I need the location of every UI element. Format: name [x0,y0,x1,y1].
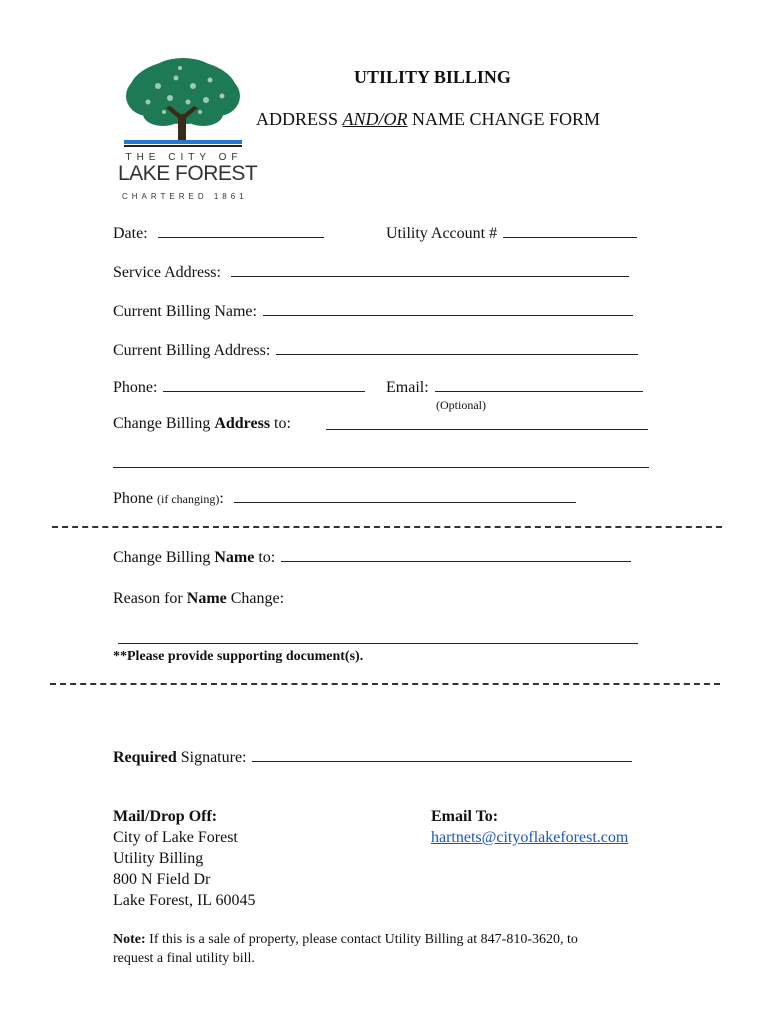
signature-label: Signature: [176,749,247,766]
service-address-field [113,262,629,283]
current-name-label: Current Billing Name: [113,303,257,320]
section-divider-1 [52,526,722,528]
email-to-link[interactable]: hartnets@cityoflakeforest.com [431,829,629,846]
note-label: Note: [113,932,146,947]
mail-heading: Mail/Drop Off: [113,808,218,825]
subtitle-andor: AND/OR [342,109,408,129]
logo-line-3: CHARTERED 1861 [122,192,248,201]
phone-changing-note: (if changing) [157,492,220,506]
date-label: Date: [113,225,148,242]
change-address-input-2[interactable] [113,453,649,468]
phone-label: Phone: [113,379,158,396]
note-block [113,930,578,968]
reason-pre: Reason for [113,590,187,607]
reason-post: Change: [226,590,285,607]
email-field [386,377,643,398]
mail-block [113,806,255,911]
service-address-label: Service Address: [113,264,221,281]
change-address-post: to: [270,415,291,432]
change-address-input-1[interactable] [326,415,648,430]
email-to-block [431,806,628,848]
service-address-input[interactable] [231,262,629,277]
city-logo [118,56,258,206]
account-input[interactable] [503,223,637,238]
change-name-post: to: [254,549,276,566]
phone-changing-colon: : [219,490,224,507]
mail-line-1: City of Lake Forest [113,829,238,846]
change-address-bold: Address [214,415,271,432]
signature-field [113,747,632,768]
subtitle-post: NAME CHANGE FORM [407,109,601,129]
supporting-docs-note: **Please provide supporting document(s). [113,649,364,664]
email-input[interactable] [435,377,643,392]
phone-changing-label: Phone [113,490,153,507]
form-subtitle [256,108,600,130]
section-divider-2 [50,683,720,685]
logo-line-2: LAKE FOREST [118,162,258,185]
current-name-field [113,301,633,322]
change-name-field [113,547,631,568]
phone-field [113,377,365,398]
reason-bold: Name [186,590,227,607]
change-address-field [113,414,291,434]
email-optional-note: (Optional) [436,398,486,412]
email-label: Email: [386,379,429,396]
change-address-pre: Change Billing [113,415,215,432]
reason-field [113,589,284,609]
phone-changing-input[interactable] [234,488,576,503]
mail-line-3: 800 N Field Dr [113,871,211,888]
note-line-2: request a final utility bill. [113,951,255,966]
logo-line-1: THE CITY OF [125,152,243,163]
phone-input[interactable] [163,377,365,392]
note-line-1: If this is a sale of property, please contact Utility Billing at 847-810-3620, to [145,932,578,947]
subtitle-pre: ADDRESS [256,109,343,129]
account-field [386,223,637,244]
account-label: Utility Account # [386,225,498,242]
change-name-input[interactable] [281,547,631,562]
email-to-heading: Email To: [431,808,499,825]
mail-line-4: Lake Forest, IL 60045 [113,892,256,909]
form-title: UTILITY BILLING [354,67,511,87]
change-name-pre: Change Billing [113,549,215,566]
date-input[interactable] [158,223,324,238]
current-address-field [113,340,638,361]
date-field [113,223,324,244]
tree-logo-icon [118,56,248,150]
signature-input[interactable] [252,747,632,762]
phone-changing-field [113,488,576,509]
current-address-label: Current Billing Address: [113,342,271,359]
change-name-bold: Name [214,549,255,566]
current-address-input[interactable] [276,340,638,355]
current-name-input[interactable] [263,301,633,316]
mail-line-2: Utility Billing [113,850,204,867]
reason-input[interactable] [118,643,638,644]
required-label: Required [113,749,177,766]
